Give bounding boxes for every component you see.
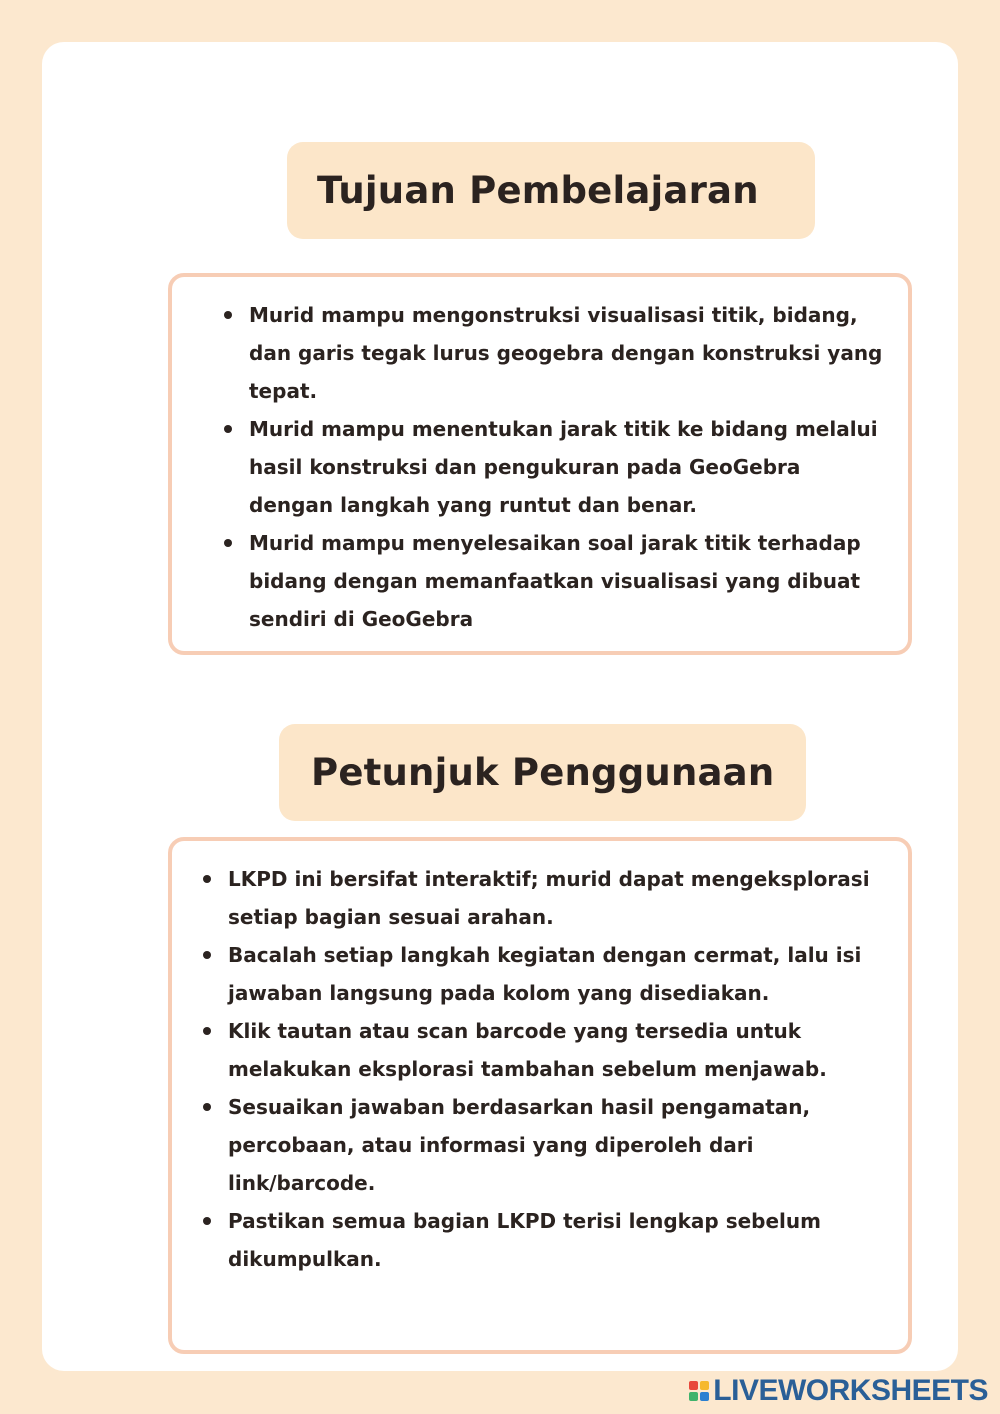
logo-square	[689, 1392, 698, 1401]
list-item-text: Sesuaikan jawaban berdasarkan hasil pengamatan, percobaan, atau informasi yang diperoleh dari link/barcode.	[228, 1095, 811, 1195]
bullet-icon	[224, 311, 232, 319]
list-item	[203, 1088, 883, 1202]
bullet-icon	[224, 425, 232, 433]
bullet-icon	[203, 875, 211, 883]
bullet-icon	[203, 1027, 211, 1035]
bullet-icon	[203, 1217, 211, 1225]
bullet-icon	[203, 951, 211, 959]
learning-objectives-list	[224, 296, 884, 638]
list-item-text: Pastikan semua bagian LKPD terisi lengkap sebelum dikumpulkan.	[228, 1209, 821, 1271]
logo-square	[700, 1392, 709, 1401]
list-item	[224, 524, 884, 638]
list-item	[224, 410, 884, 524]
list-item	[203, 1202, 883, 1278]
learning-objectives-box	[168, 273, 912, 655]
list-item	[203, 860, 883, 936]
logo-square	[700, 1381, 709, 1390]
logo-square	[689, 1381, 698, 1390]
list-item	[203, 1012, 883, 1088]
usage-instructions-heading	[279, 724, 806, 821]
list-item-text: LKPD ini bersifat interaktif; murid dapat mengeksplorasi setiap bagian sesuai arahan.	[228, 867, 870, 929]
bullet-icon	[203, 1103, 211, 1111]
bullet-icon	[224, 539, 232, 547]
usage-instructions-list	[203, 860, 883, 1278]
list-item-text: Murid mampu mengonstruksi visualisasi titik, bidang, dan garis tegak lurus geogebra dengan konstruksi yang tepat.	[249, 303, 883, 403]
list-item-text: Bacalah setiap langkah kegiatan dengan cermat, lalu isi jawaban langsung pada kolom yang disediakan.	[228, 943, 862, 1005]
list-item-text: Murid mampu menyelesaikan soal jarak titik terhadap bidang dengan memanfaatkan visualisasi yang dibuat sendiri di GeoGebra	[249, 531, 861, 631]
list-item-text: Klik tautan atau scan barcode yang tersedia untuk melakukan eksplorasi tambahan sebelum menjawab.	[228, 1019, 827, 1081]
learning-objectives-title: Tujuan Pembelajaran	[317, 169, 759, 212]
liveworksheets-logo-icon	[689, 1381, 709, 1401]
list-item	[203, 936, 883, 1012]
usage-instructions-title: Petunjuk Penggunaan	[311, 751, 775, 794]
usage-instructions-box	[168, 837, 912, 1354]
list-item	[224, 296, 884, 410]
learning-objectives-heading	[287, 142, 815, 239]
liveworksheets-watermark[interactable]	[689, 1374, 988, 1408]
page-card	[42, 42, 958, 1371]
list-item-text: Murid mampu menentukan jarak titik ke bidang melalui hasil konstruksi dan pengukuran pada GeoGebra dengan langkah yang runtut dan benar.	[249, 417, 878, 517]
watermark-text: LIVEWORKSHEETS	[713, 1374, 988, 1407]
